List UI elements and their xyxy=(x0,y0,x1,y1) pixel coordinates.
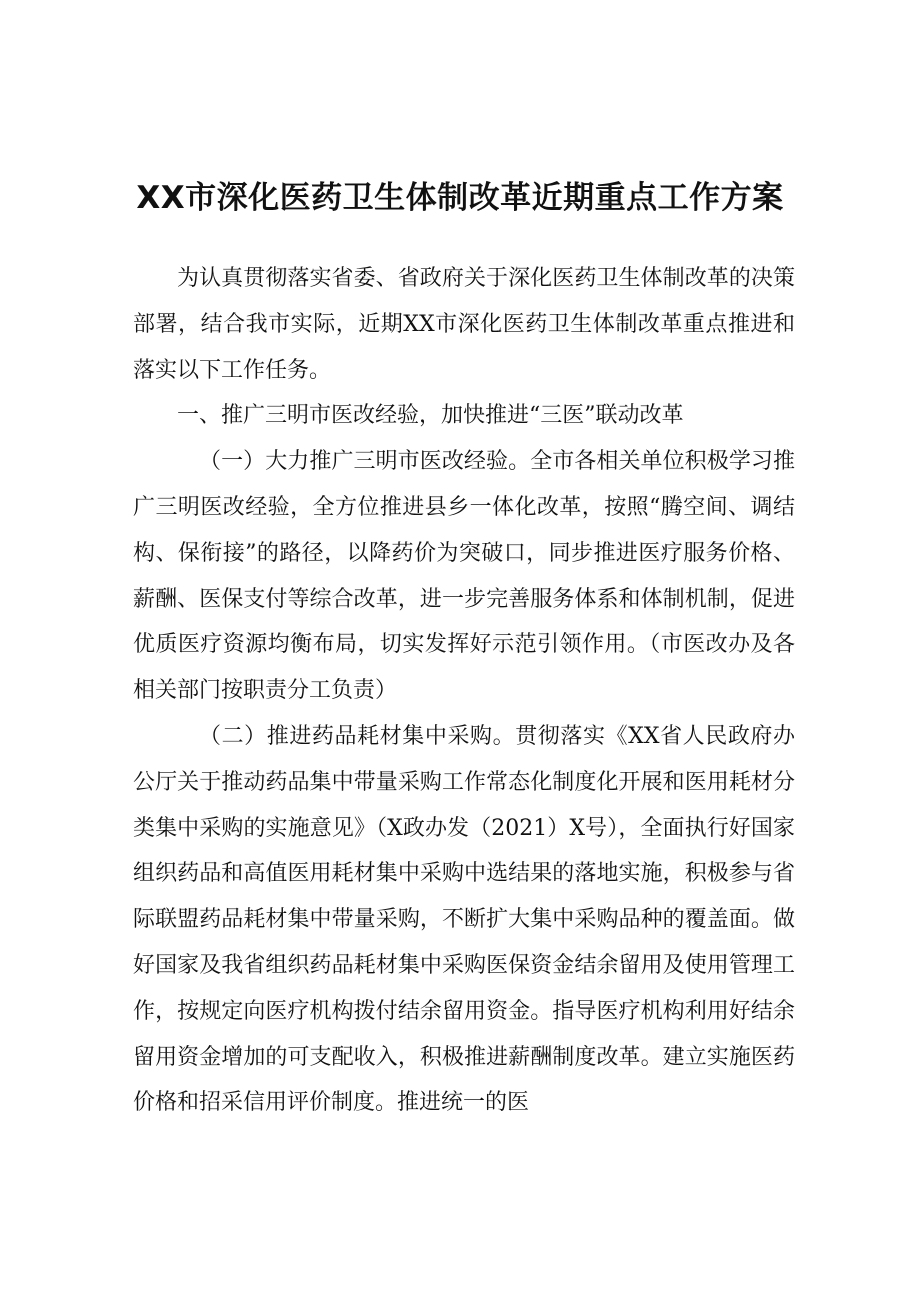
subsection-1-paragraph: （一）大力推广三明市医改经验。全市各相关单位积极学习推广三明医改经验，全方位推进县乡一体化改革，按照“腾空间、调结构、保衔接”的路径，以降药价为突破口，同步推进医疗服务价格、薪酬、医保支付等综合改革，进一步完善服务体系和体制机制，促进优质医疗资源均衡布局，切实发挥好示范引领作用。（市医改办及各相关部门按职责分工负责） xyxy=(133,449,795,704)
document-body xyxy=(133,256,795,1126)
section-heading-1: 一、推广三明市医改经验，加快推进“三医”联动改革 xyxy=(177,403,684,429)
subsection-2-paragraph: （二）推进药品耗材集中采购。贯彻落实《XX省人民政府办公厅关于推动药品集中带量采购工作常态化制度化开展和医用耗材分类集中采购的实施意见》（X政办发（2021）X号），全面执行好国家组织药品和高值医用耗材集中采购中选结果的落地实施，积极参与省际联盟药品耗材集中带量采购，不断扩大集中采购品种的覆盖面。做好国家及我省组织药品耗材集中采购医保资金结余留用及使用管理工作，按规定向医疗机构拨付结余留用资金。指导医疗机构利用好结余留用资金增加的可支配收入，积极推进薪酬制度改革。建立实施医药价格和招采信用评价制度。推进统一的医 xyxy=(133,723,795,1116)
intro-paragraph: 为认真贯彻落实省委、省政府关于深化医药卫生体制改革的决策部署，结合我市实际，近期XX市深化医药卫生体制改革重点推进和落实以下工作任务。 xyxy=(133,266,795,383)
document-title: XX市深化医药卫生体制改革近期重点工作方案 xyxy=(136,180,784,216)
